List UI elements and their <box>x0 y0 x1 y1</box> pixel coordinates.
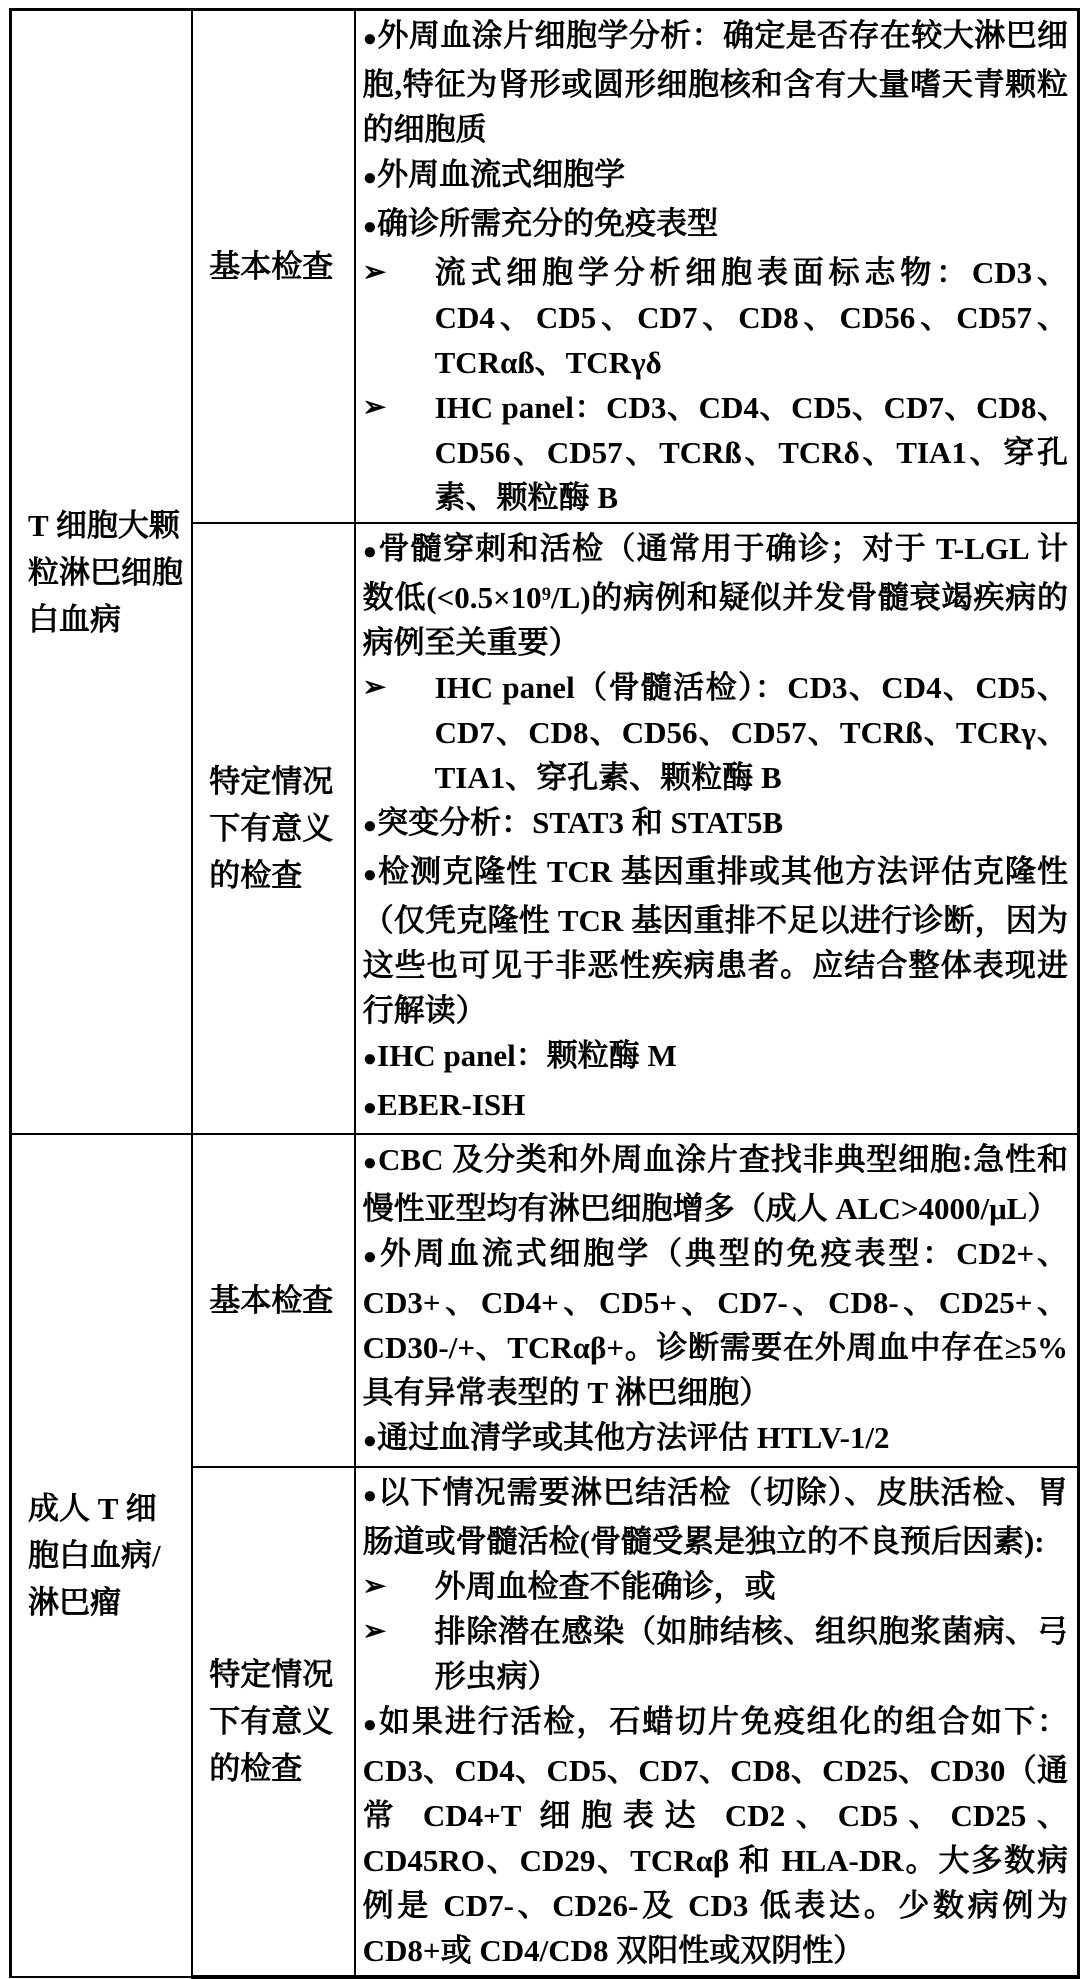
list-item-text: 外周血涂片细胞学分析：确定是否存在较大淋巴细胞,特征为肾形或圆形细胞核和含有大量嗜天青颗粒的细胞质 <box>362 18 1069 147</box>
category-label: 基本检查 <box>209 249 334 284</box>
list-item <box>363 849 1068 1033</box>
list-item-text: IHC panel：颗粒酶 M <box>377 1038 677 1073</box>
bullet-icon: ● <box>362 539 379 565</box>
bullet-icon: ● <box>362 1712 380 1738</box>
list-item <box>363 1470 1068 1564</box>
list-item-text: 检测克隆性 TCR 基因重排或其他方法评估克隆性（仅凭克隆性 TCR 基因重排不足以进行诊断，因为这些也可见于非恶性疾病患者。应结合整体表现进行解读） <box>362 854 1068 1028</box>
list-item-text: 突变分析：STAT3 和 STAT5B <box>377 805 784 840</box>
list-item-text: 骨髓穿刺和活检（通常用于确诊；对于 T-LGL 计数低(<0.5×10⁹/L)的病例和疑似并发骨髓衰竭疾病的病例至关重要） <box>362 531 1068 660</box>
disease-name: 成人 T 细胞白血病/淋巴瘤 <box>28 1491 161 1620</box>
arrow-icon: ➢ <box>362 257 387 288</box>
disease-cell-t-lgl <box>11 10 193 1135</box>
bullet-icon: ● <box>362 1150 378 1176</box>
list-item-text: 外周血检查不能确诊，或 <box>434 1569 776 1604</box>
list-item <box>363 1415 1068 1464</box>
bullet-icon: ● <box>362 1046 378 1072</box>
list-item <box>363 1137 1068 1231</box>
list-item <box>363 250 1068 385</box>
category-cell-specific-1 <box>192 523 354 1134</box>
bullet-icon: ● <box>362 1483 379 1509</box>
list-item-text: 确诊所需充分的免疫表型 <box>377 206 719 241</box>
list-item-text: 以下情况需要淋巴结活检（切除）、皮肤活检、胃肠道或骨髓活检(骨髓受累是独立的不良预后因素): <box>362 1475 1068 1559</box>
category-label: 特定情况下有意义的检查 <box>209 764 334 893</box>
arrow-icon: ➢ <box>362 1571 387 1602</box>
category-cell-specific-2 <box>192 1467 354 1977</box>
list-item <box>363 1082 1068 1131</box>
list-item <box>363 665 1068 800</box>
category-label: 特定情况下有意义的检查 <box>209 1657 334 1786</box>
category-cell-basic-2 <box>192 1134 354 1467</box>
bullet-icon: ● <box>362 1095 378 1121</box>
list-item-text: EBER-ISH <box>377 1087 526 1122</box>
bullet-icon: ● <box>362 214 378 240</box>
list-item <box>363 152 1068 201</box>
details-cell-t-lgl-specific <box>355 523 1079 1134</box>
bullet-icon: ● <box>362 1244 381 1270</box>
arrow-icon: ➢ <box>362 392 387 423</box>
arrow-icon: ➢ <box>362 672 387 703</box>
list-item-text: IHC panel：CD3、CD4、CD5、CD7、CD8、CD56、CD57、TCRß、TCRδ、TIA1、穿孔素、颗粒酶 B <box>434 390 1068 515</box>
list-item-text: 流式细胞学分析细胞表面标志物：CD3、CD4、CD5、CD7、CD8、CD56、CD57、TCRαß、TCRγδ <box>434 255 1068 380</box>
list-item-text: CBC 及分类和外周血涂片查找非典型细胞:急性和慢性亚型均有淋巴细胞增多（成人 ALC>4000/μL） <box>362 1142 1068 1226</box>
list-item <box>363 1564 1068 1609</box>
bullet-icon: ● <box>362 813 378 839</box>
diagnostic-workup-table <box>9 8 1080 1979</box>
category-cell-basic-1 <box>192 10 354 524</box>
list-item-text: 通过血清学或其他方法评估 HTLV-1/2 <box>377 1420 890 1455</box>
details-cell-atl-basic <box>355 1134 1079 1467</box>
bullet-icon: ● <box>362 1428 378 1454</box>
list-item <box>363 201 1068 250</box>
list-item <box>363 13 1068 152</box>
category-label: 基本检查 <box>209 1283 334 1318</box>
list-item <box>363 1231 1068 1415</box>
list-item <box>363 526 1068 665</box>
details-cell-t-lgl-basic <box>355 10 1079 524</box>
list-item <box>363 1609 1068 1699</box>
list-item <box>363 800 1068 849</box>
list-item-text: 排除潜在感染（如肺结核、组织胞浆菌病、弓形虫病） <box>434 1614 1068 1694</box>
details-cell-atl-specific <box>355 1467 1079 1977</box>
list-item <box>363 1033 1068 1082</box>
list-item-text: 外周血流式细胞学 <box>377 157 626 192</box>
list-item-text: 外周血流式细胞学（典型的免疫表型：CD2+、CD3+、CD4+、CD5+、CD7-、CD8-、CD25+、CD30-/+、TCRαβ+。诊断需要在外周血中存在≥5%具有异常表型的 T 淋巴细胞） <box>362 1236 1068 1410</box>
list-item-text: IHC panel（骨髓活检）：CD3、CD4、CD5、CD7、CD8、CD56、CD57、TCRß、TCRγ、TIA1、穿孔素、颗粒酶 B <box>434 670 1068 795</box>
bullet-icon: ● <box>362 26 378 52</box>
list-item <box>363 385 1068 520</box>
arrow-icon: ➢ <box>362 1616 387 1647</box>
disease-cell-atl <box>11 1134 193 1977</box>
bullet-icon: ● <box>362 862 379 888</box>
list-item-text: 如果进行活检，石蜡切片免疫组化的组合如下：CD3、CD4、CD5、CD7、CD8、CD25、CD30（通常 CD4+T 细胞表达 CD2、CD5、CD25、CD45RO、CD29、TCRαβ 和 HLA-DR。大多数病例是 CD7-、CD26-及 CD3 低表达。少数病例为 CD8+或 CD4/CD8 双阳性或双阴性） <box>362 1704 1069 1968</box>
disease-name: T 细胞大颗粒淋巴细胞白血病 <box>28 507 183 637</box>
bullet-icon: ● <box>362 165 378 191</box>
list-item <box>363 1699 1068 1973</box>
